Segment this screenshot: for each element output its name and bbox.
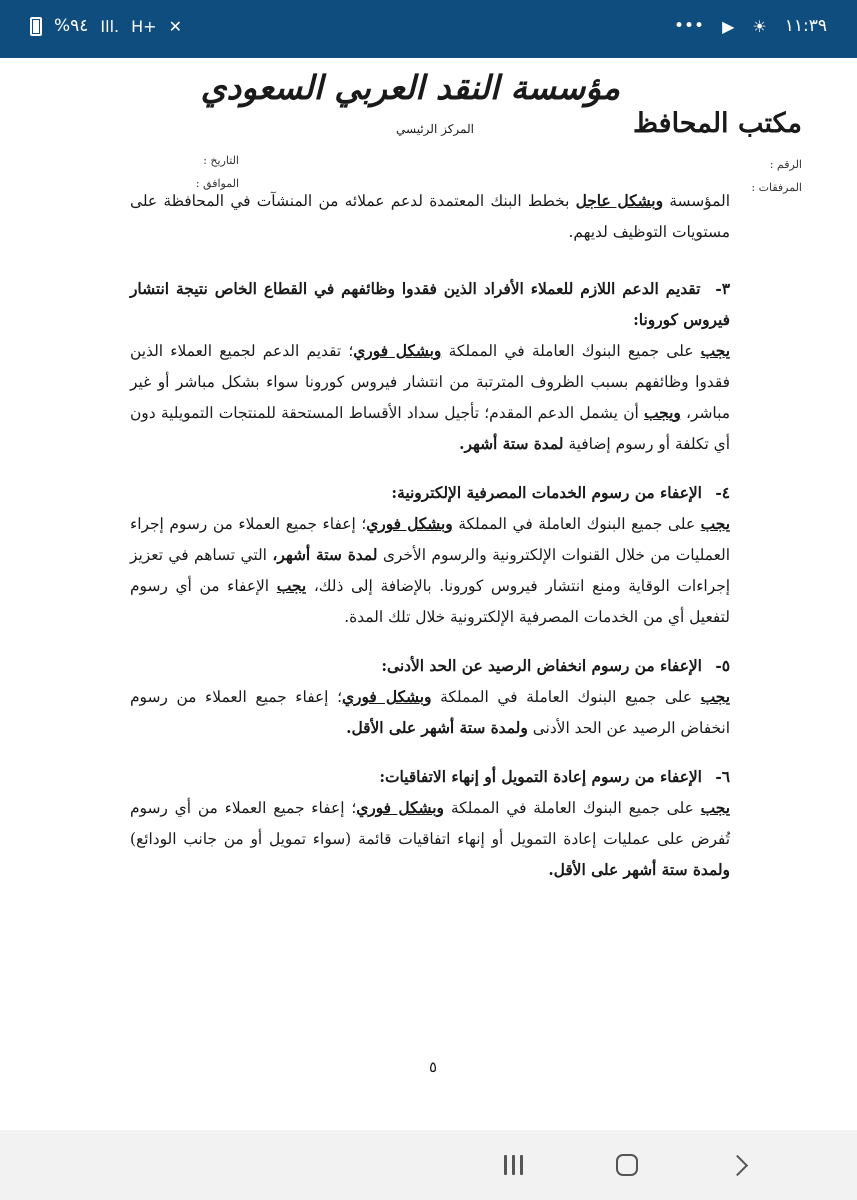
navigation-bar [0,1130,857,1200]
section-6-emphasis: وبشكل فوري [356,799,444,817]
back-button[interactable] [715,1140,765,1190]
section-4-duration: لمدة ستة أشهر، [272,546,378,564]
section-6-heading [130,762,730,793]
data-icon: H+ [131,16,157,36]
section-3-number: ٣- [715,280,730,298]
office-title: مكتب المحافظ [633,108,802,139]
section-3-must-2: ويجب [644,404,681,422]
section-4-must-2: يجب [276,577,307,595]
section-6-title: الإعفاء من رسوم إعادة التمويل أو إنهاء الاتفاقيات: [379,768,702,786]
status-right [674,16,827,36]
section-4-text-c: ؛ إعفاء جميع العملاء من رسوم إجراء العمليات من خلال القنوات الإلكترونية والرسوم الأخرى [130,515,730,564]
document-page [0,58,857,1130]
section-5-text-a: على جميع البنوك العاملة في المملكة [440,688,692,706]
section-5-heading [130,651,730,682]
section-6-number: ٦- [715,768,730,786]
section-3-title: تقديم الدعم اللازم للعملاء الأفراد الذين فقدوا وظائفهم في القطاع الخاص نتيجة انتشار فيروس كورونا: [130,280,730,329]
section-3-text-a: على جميع البنوك العاملة في المملكة [448,342,694,360]
recent-apps-icon [504,1155,523,1175]
section-3-heading [130,274,730,336]
section-4-number: ٤- [715,484,730,502]
section-3-must: يجب [700,342,730,360]
section-3-text-d: أن يشمل الدعم المقدم؛ تأجيل سداد الأقساط المستحقة للمنتجات التمويلية دون أي تكلفة أو رسوم إضافية [130,404,730,453]
section-4-emphasis: وبشكل فوري [366,515,453,533]
section-3-text-c: ؛ تقديم الدعم لجميع العملاء الذين فقدوا وظائفهم بسبب الظروف المترتبة من انتشار فيروس كورونا سواء بشكل مباشر أو غير مباشر، [130,342,730,422]
section-3-emphasis: وبشكل فوري [353,342,442,360]
home-button[interactable] [602,1140,652,1190]
ref-label: الرقم : [769,158,802,171]
page-number: ٥ [428,1058,438,1076]
status-left [30,16,182,36]
chevron-right-icon [726,1154,747,1175]
section-4-title: الإعفاء من رسوم الخدمات المصرفية الإلكترونية: [391,484,702,502]
signal-icon: Ill. [100,16,120,36]
intro-paragraph [130,186,730,248]
section-5-number: ٥- [715,657,730,675]
status-bar [0,0,857,58]
play-store-icon: ▶ [722,16,735,36]
section-4-text-f: الإعفاء من أي رسوم لتفعيل أي من الخدمات المصرفية الإلكترونية خلال تلك المدة. [130,577,730,626]
org-subtitle: المركز الرئيسي [396,122,474,136]
section-3-duration: لمدة ستة أشهر. [459,435,564,453]
battery-level: %٩٤ [54,16,89,36]
brightness-icon: ☀ [752,16,767,36]
org-name: مؤسسة النقد العربي السعودي [200,68,620,107]
section-5-duration: ولمدة ستة أشهر على الأقل. [346,719,528,737]
section-5-text-c: ؛ إعفاء جميع العملاء من رسوم انخفاض الرصيد عن الحد الأدنى [130,688,730,737]
intro-text-c: بخطط البنك المعتمدة لدعم عملائه من المنشآت في المحافظة على مستويات التوظيف لديهم. [130,192,730,241]
date-label: التاريخ : [203,154,239,167]
section-6-text-a: على جميع البنوك العاملة في المملكة [450,799,694,817]
section-6-paragraph [130,793,730,886]
section-5-title: الإعفاء من رسوم انخفاض الرصيد عن الحد الأدنى: [381,657,702,675]
section-6-must: يجب [700,799,730,817]
section-4-text-e: التي تساهم في تعزيز إجراءات الوقاية ومنع انتشار فيروس كورونا. بالإضافة إلى ذلك، [130,546,730,595]
section-4-heading [130,478,730,509]
section-4-paragraph [130,509,730,633]
attachments-label: المرفقات : [751,181,802,194]
section-5-must: يجب [700,688,730,706]
section-5-paragraph [130,682,730,744]
section-4-must: يجب [700,515,730,533]
section-4-text-a: على جميع البنوك العاملة في المملكة [458,515,696,533]
recent-apps-button[interactable] [488,1140,538,1190]
section-6-text-c: ؛ إعفاء جميع العملاء من أي رسوم تُفرض على عمليات إعادة التمويل أو إنهاء اتفاقيات قائمة (سواء تمويل أو من جانب الودائع) [130,799,730,848]
section-6-duration: ولمدة ستة أشهر على الأقل. [548,861,730,879]
section-5-emphasis: وبشكل فوري [341,688,432,706]
hijri-date-label: الموافق : [195,177,239,190]
clock: ١١:٣٩ [784,16,827,36]
more-notifications-icon: ••• [673,16,705,36]
letter-body [130,186,730,886]
battery-icon [30,17,42,36]
intro-text-a: المؤسسة [669,192,730,210]
home-icon [616,1154,638,1176]
intro-emphasis: وبشكل عاجل [575,192,664,210]
section-3-paragraph [130,336,730,460]
mute-icon: ✕ [168,16,182,36]
